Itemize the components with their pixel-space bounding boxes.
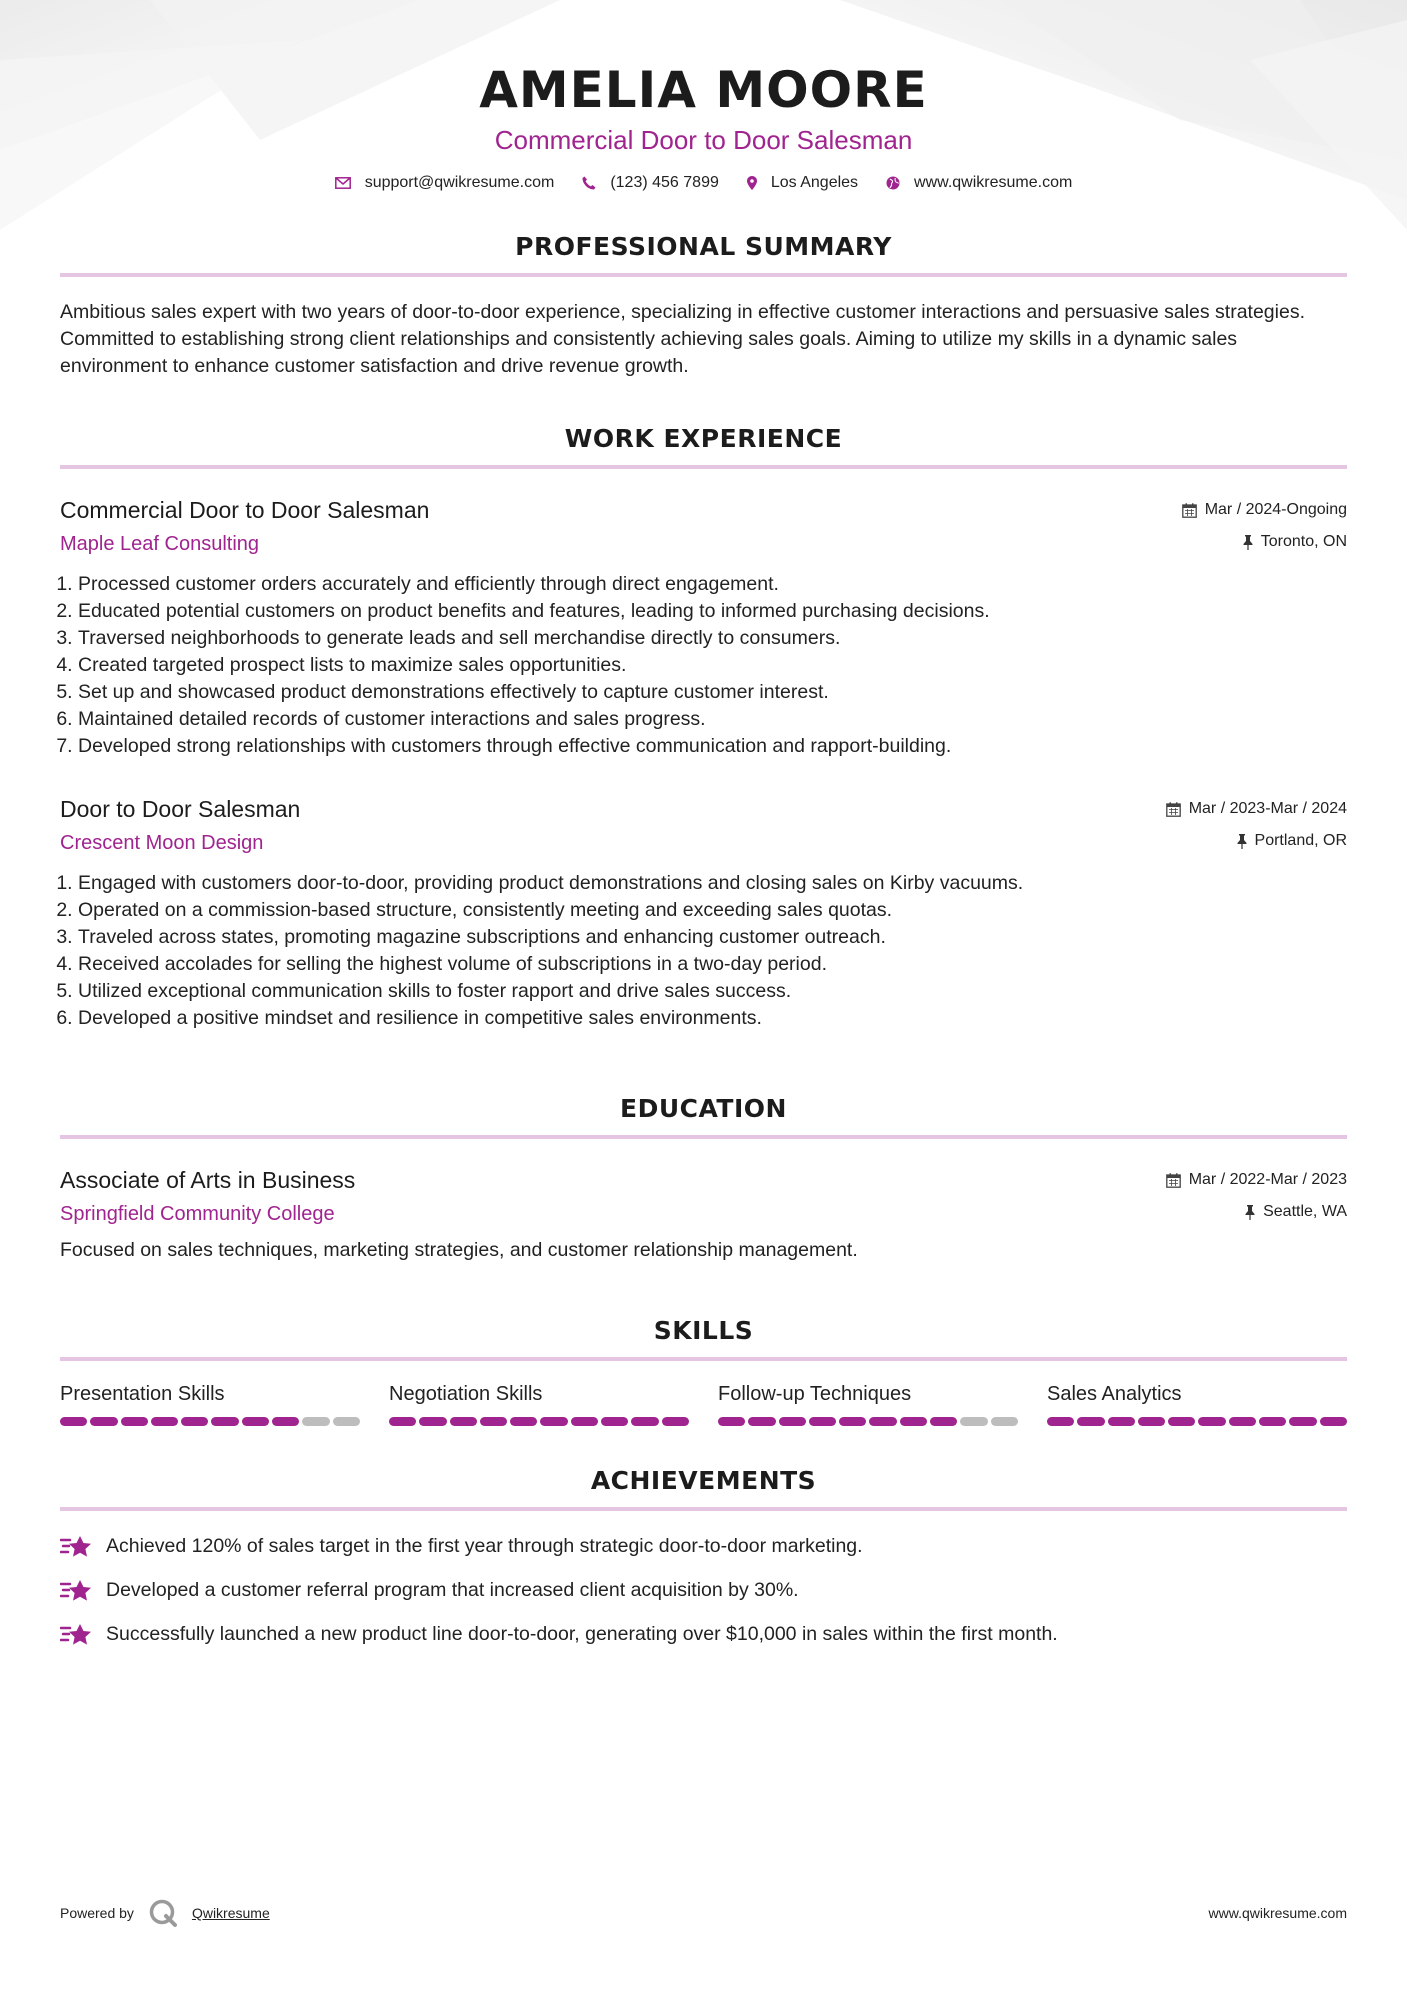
company-name: Maple Leaf Consulting xyxy=(60,533,260,555)
list-item: 5. Utilized exceptional communication skills to foster rapport and drive sales success. xyxy=(78,978,1347,1005)
degree-title: Associate of Arts in Business xyxy=(60,1167,356,1193)
skill-level-segment xyxy=(242,1417,269,1426)
skill-level-bar xyxy=(1047,1417,1347,1426)
list-item: Developed a customer referral program that increased client acquisition by 30%. xyxy=(60,1577,1347,1604)
skill-level-segment xyxy=(809,1417,836,1426)
skill-level-segment xyxy=(662,1417,689,1426)
list-item: 3. Traversed neighborhoods to generate leads and sell merchandise directly to consumers. xyxy=(78,625,1347,652)
contact-website[interactable] xyxy=(886,174,1072,192)
skill-item xyxy=(718,1381,1018,1426)
candidate-name: AMELIA MOORE xyxy=(479,61,928,119)
experience-section xyxy=(60,424,1347,1032)
skill-level-bar xyxy=(60,1417,360,1426)
skill-level-segment xyxy=(718,1417,745,1426)
globe-icon xyxy=(886,176,900,190)
skill-level-segment xyxy=(151,1417,178,1426)
skill-level-segment xyxy=(181,1417,208,1426)
list-item: 7. Developed strong relationships with customers through effective communication and rapport-building. xyxy=(78,733,1347,760)
contact-phone[interactable] xyxy=(582,174,719,192)
skill-level-segment xyxy=(389,1417,416,1426)
job-location: Toronto, ON xyxy=(1243,533,1347,551)
skill-level-segment xyxy=(960,1417,987,1426)
contact-email[interactable] xyxy=(335,174,555,192)
phone-text: (123) 456 7899 xyxy=(610,174,719,191)
job-bullets xyxy=(60,870,1347,1032)
envelope-icon xyxy=(335,177,351,189)
candidate-title: Commercial Door to Door Salesman xyxy=(494,125,913,155)
skill-level-segment xyxy=(1198,1417,1225,1426)
skill-level-segment xyxy=(1168,1417,1195,1426)
list-item: 5. Set up and showcased product demonstrations effectively to capture customer interest. xyxy=(78,679,1347,706)
summary-heading: PROFESSIONAL SUMMARY xyxy=(60,232,1347,277)
skill-level-segment xyxy=(571,1417,598,1426)
achievements-section xyxy=(60,1466,1347,1648)
skill-level-segment xyxy=(60,1417,87,1426)
company-name: Crescent Moon Design xyxy=(60,832,264,854)
job-title: Door to Door Salesman xyxy=(60,796,301,822)
skill-level-segment xyxy=(1077,1417,1104,1426)
qwikresume-link[interactable]: Qwikresume xyxy=(191,1905,270,1921)
footer-website[interactable]: www.qwikresume.com xyxy=(1208,1905,1347,1921)
powered-by-label: Powered by xyxy=(60,1905,134,1921)
skill-level-segment xyxy=(272,1417,299,1426)
skill-level-bar xyxy=(389,1417,689,1426)
skill-level-bar xyxy=(718,1417,1018,1426)
pushpin-icon xyxy=(1237,834,1247,849)
skill-level-segment xyxy=(1047,1417,1074,1426)
school-name: Springfield Community College xyxy=(60,1203,335,1225)
education-description: Focused on sales techniques, marketing strategies, and customer relationship management. xyxy=(60,1239,858,1261)
skill-level-segment xyxy=(1138,1417,1165,1426)
list-item: 3. Traveled across states, promoting magazine subscriptions and enhancing customer outreach. xyxy=(78,924,1347,951)
skill-item xyxy=(389,1381,689,1426)
skill-level-segment xyxy=(1259,1417,1286,1426)
skill-level-segment xyxy=(779,1417,806,1426)
location-text: Los Angeles xyxy=(770,174,859,191)
list-item: Achieved 120% of sales target in the first year through strategic door-to-door marketing. xyxy=(60,1533,1347,1560)
pushpin-icon xyxy=(1245,1205,1255,1220)
powered-by xyxy=(60,1898,270,1928)
job-dates: Mar / 2024-Ongoing xyxy=(1182,501,1347,519)
education-location: Seattle, WA xyxy=(1245,1203,1347,1221)
skill-level-segment xyxy=(631,1417,658,1426)
resume-header xyxy=(60,0,1347,192)
phone-icon xyxy=(582,176,596,190)
skill-level-segment xyxy=(90,1417,117,1426)
skill-level-segment xyxy=(211,1417,238,1426)
skill-name: Sales Analytics xyxy=(1047,1383,1182,1405)
skill-level-segment xyxy=(601,1417,628,1426)
list-item: 2. Educated potential customers on product benefits and features, leading to informed purchasing decisions. xyxy=(78,598,1347,625)
skills-heading: SKILLS xyxy=(60,1316,1347,1361)
qwikresume-logo-icon xyxy=(148,1898,178,1928)
skill-level-segment xyxy=(510,1417,537,1426)
job-entry xyxy=(60,794,1347,1032)
job-title: Commercial Door to Door Salesman xyxy=(60,497,430,523)
calendar-icon xyxy=(1166,802,1181,817)
job-location: Portland, OR xyxy=(1237,832,1347,850)
email-text: support@qwikresume.com xyxy=(364,174,555,191)
skill-level-segment xyxy=(839,1417,866,1426)
job-bullets xyxy=(60,571,1347,760)
skill-level-segment xyxy=(540,1417,567,1426)
education-entry xyxy=(60,1165,1347,1264)
skill-level-segment xyxy=(302,1417,329,1426)
achievements-list xyxy=(60,1533,1347,1648)
job-dates: Mar / 2023-Mar / 2024 xyxy=(1166,800,1347,818)
map-pin-icon xyxy=(747,176,757,190)
skill-level-segment xyxy=(1108,1417,1135,1426)
list-item: 6. Maintained detailed records of customer interactions and sales progress. xyxy=(78,706,1347,733)
skill-name: Follow-up Techniques xyxy=(718,1383,912,1405)
calendar-icon xyxy=(1182,503,1197,518)
job-entry xyxy=(60,495,1347,760)
list-item: 6. Developed a positive mindset and resilience in competitive sales environments. xyxy=(78,1005,1347,1032)
skill-level-segment xyxy=(121,1417,148,1426)
summary-text: Ambitious sales expert with two years of door-to-door experience, specializing in effective customer interactions and persuasive sales strategies. Committed to establishing strong client relationships and consistently achieving sales goals. Aiming to utilize my skills in a dynamic sales environment to enhance customer satisfaction and drive revenue growth. xyxy=(60,301,1306,377)
list-item: 4. Created targeted prospect lists to maximize sales opportunities. xyxy=(78,652,1347,679)
education-section xyxy=(60,1094,1347,1264)
skills-section xyxy=(60,1316,1347,1426)
website-text: www.qwikresume.com xyxy=(914,174,1073,191)
skill-level-segment xyxy=(748,1417,775,1426)
skill-level-segment xyxy=(1320,1417,1347,1426)
skill-name: Presentation Skills xyxy=(60,1383,225,1405)
skill-level-segment xyxy=(1289,1417,1316,1426)
star-icon xyxy=(60,1578,94,1604)
star-icon xyxy=(60,1534,94,1560)
skill-level-segment xyxy=(900,1417,927,1426)
skill-item xyxy=(60,1381,360,1426)
contact-location xyxy=(747,174,858,192)
list-item: 4. Received accolades for selling the highest volume of subscriptions in a two-day period. xyxy=(78,951,1347,978)
skill-item xyxy=(1047,1381,1347,1426)
skill-level-segment xyxy=(930,1417,957,1426)
experience-heading: WORK EXPERIENCE xyxy=(60,424,1347,469)
skills-list xyxy=(60,1381,1347,1426)
list-item: 1. Processed customer orders accurately and efficiently through direct engagement. xyxy=(78,571,1347,598)
skill-level-segment xyxy=(333,1417,360,1426)
list-item: 1. Engaged with customers door-to-door, providing product demonstrations and closing sales on Kirby vacuums. xyxy=(78,870,1347,897)
skill-level-segment xyxy=(480,1417,507,1426)
education-dates: Mar / 2022-Mar / 2023 xyxy=(1166,1171,1347,1189)
skill-level-segment xyxy=(869,1417,896,1426)
achievements-heading: ACHIEVEMENTS xyxy=(60,1466,1347,1511)
skill-level-segment xyxy=(991,1417,1018,1426)
list-item: 2. Operated on a commission-based structure, consistently meeting and exceeding sales quotas. xyxy=(78,897,1347,924)
education-heading: EDUCATION xyxy=(60,1094,1347,1139)
skill-level-segment xyxy=(450,1417,477,1426)
contact-info xyxy=(60,174,1347,192)
page-footer xyxy=(60,1898,1347,1928)
calendar-icon xyxy=(1166,1173,1181,1188)
skill-name: Negotiation Skills xyxy=(389,1383,543,1405)
star-icon xyxy=(60,1622,94,1648)
list-item: Successfully launched a new product line door-to-door, generating over $10,000 in sales within the first month. xyxy=(60,1621,1347,1648)
skill-level-segment xyxy=(419,1417,446,1426)
pushpin-icon xyxy=(1243,535,1253,550)
summary-section xyxy=(60,232,1347,380)
skill-level-segment xyxy=(1229,1417,1256,1426)
